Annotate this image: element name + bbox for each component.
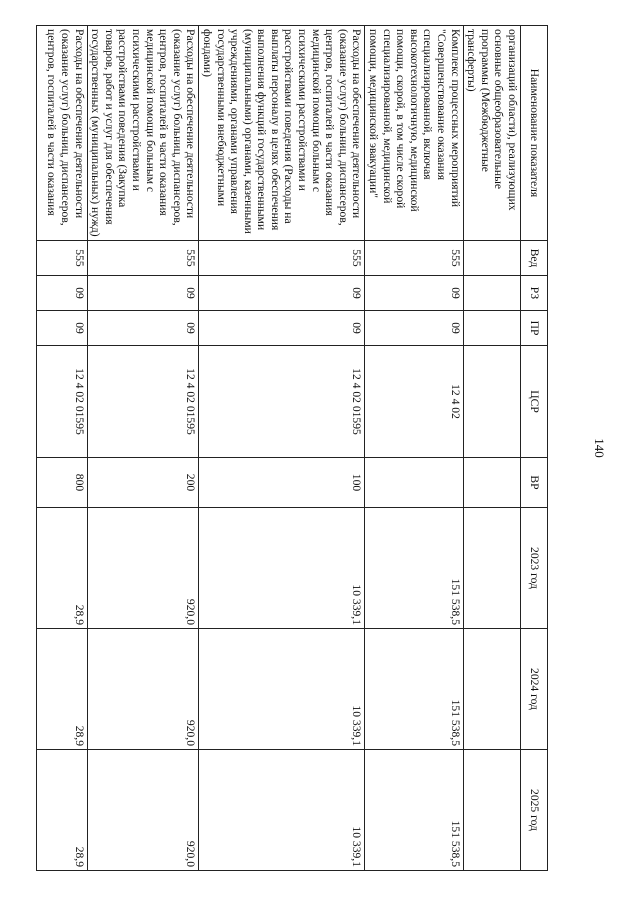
row-pr: 09	[199, 311, 365, 346]
header-pr: ПР	[521, 311, 548, 346]
rotated-page	[45, 25, 548, 870]
row-2023	[463, 508, 520, 629]
row-ved: 555	[199, 241, 365, 276]
header-name: Наименование показателя	[521, 26, 548, 241]
row-vr: 100	[199, 458, 365, 508]
row-pr	[463, 311, 520, 346]
budget-table	[36, 25, 548, 871]
table-row	[87, 26, 199, 871]
table-row	[365, 26, 463, 871]
header-ved: Вед	[521, 241, 548, 276]
row-csr	[463, 346, 520, 458]
header-vr: ВР	[521, 458, 548, 508]
row-csr: 12 4 02	[365, 346, 463, 458]
table-row	[199, 26, 365, 871]
row-pr: 09	[365, 311, 463, 346]
row-name: Расходы на обеспечение деятельности (оказание услуг) больниц, диспансеров, центров, госпиталей в части оказания медицинской помощи больным с психическими расстройствами и расстройствами поведения (Закупка товаров, работ и услуг для обеспечения государственных (муниципальных) нужд)	[87, 26, 199, 241]
row-2024	[463, 629, 520, 750]
row-2023: 920,0	[87, 508, 199, 629]
row-2024: 920,0	[87, 629, 199, 750]
row-vr: 200	[87, 458, 199, 508]
row-vr	[463, 458, 520, 508]
row-ved: 555	[365, 241, 463, 276]
row-pr: 09	[87, 311, 199, 346]
row-rz: 09	[365, 276, 463, 311]
row-2025	[463, 750, 520, 871]
row-ved: 555	[36, 241, 87, 276]
row-2025: 920,0	[87, 750, 199, 871]
header-rz: РЗ	[521, 276, 548, 311]
header-2024: 2024 год	[521, 629, 548, 750]
row-name: Расходы на обеспечение деятельности (оказание услуг) больниц, диспансеров, центров, госпиталей в части оказания	[36, 26, 87, 241]
row-csr: 12 4 02 01595	[36, 346, 87, 458]
header-2025: 2025 год	[521, 750, 548, 871]
header-csr: ЦСР	[521, 346, 548, 458]
row-vr: 800	[36, 458, 87, 508]
table-row	[36, 26, 87, 871]
row-vr	[365, 458, 463, 508]
row-2024: 28,9	[36, 629, 87, 750]
header-2023: 2023 год	[521, 508, 548, 629]
row-rz	[463, 276, 520, 311]
page-number: 140	[592, 438, 607, 458]
row-2024: 10 339,1	[199, 629, 365, 750]
row-rz: 09	[87, 276, 199, 311]
row-csr: 12 4 02 01595	[199, 346, 365, 458]
row-2025: 10 339,1	[199, 750, 365, 871]
table-row	[463, 26, 520, 871]
header-row	[521, 26, 548, 871]
row-2023: 10 339,1	[199, 508, 365, 629]
row-2023: 28,9	[36, 508, 87, 629]
row-rz: 09	[199, 276, 365, 311]
row-name: Расходы на обеспечение деятельности (оказание услуг) больниц, диспансеров, центров, госпиталей в части оказания медицинской помощи больным с психическими расстройствами и расстройствами поведения (Расходы на выплаты персоналу в целях обеспечения выполнения функций государственными (муниципальными) органами, казенными учреждениями, органами управления государственными внебюджетными фондами)	[199, 26, 365, 241]
row-name: организаций области), реализующих основные общеобразовательные программы (Межбюджетные трансферты)	[463, 26, 520, 241]
row-2024: 151 538,5	[365, 629, 463, 750]
row-pr: 09	[36, 311, 87, 346]
row-rz: 09	[36, 276, 87, 311]
row-2025: 151 538,5	[365, 750, 463, 871]
row-ved: 555	[87, 241, 199, 276]
row-ved	[463, 241, 520, 276]
row-2025: 28,9	[36, 750, 87, 871]
row-2023: 151 538,5	[365, 508, 463, 629]
row-csr: 12 4 02 01595	[87, 346, 199, 458]
row-name: Комплекс процессных мероприятий "Совершенствование оказания специализированной, включая высокотехнологичную, медицинской помощи, скорой, в том числе скорой специализированной, медицинской помощи, медицинской эвакуации"	[365, 26, 463, 241]
